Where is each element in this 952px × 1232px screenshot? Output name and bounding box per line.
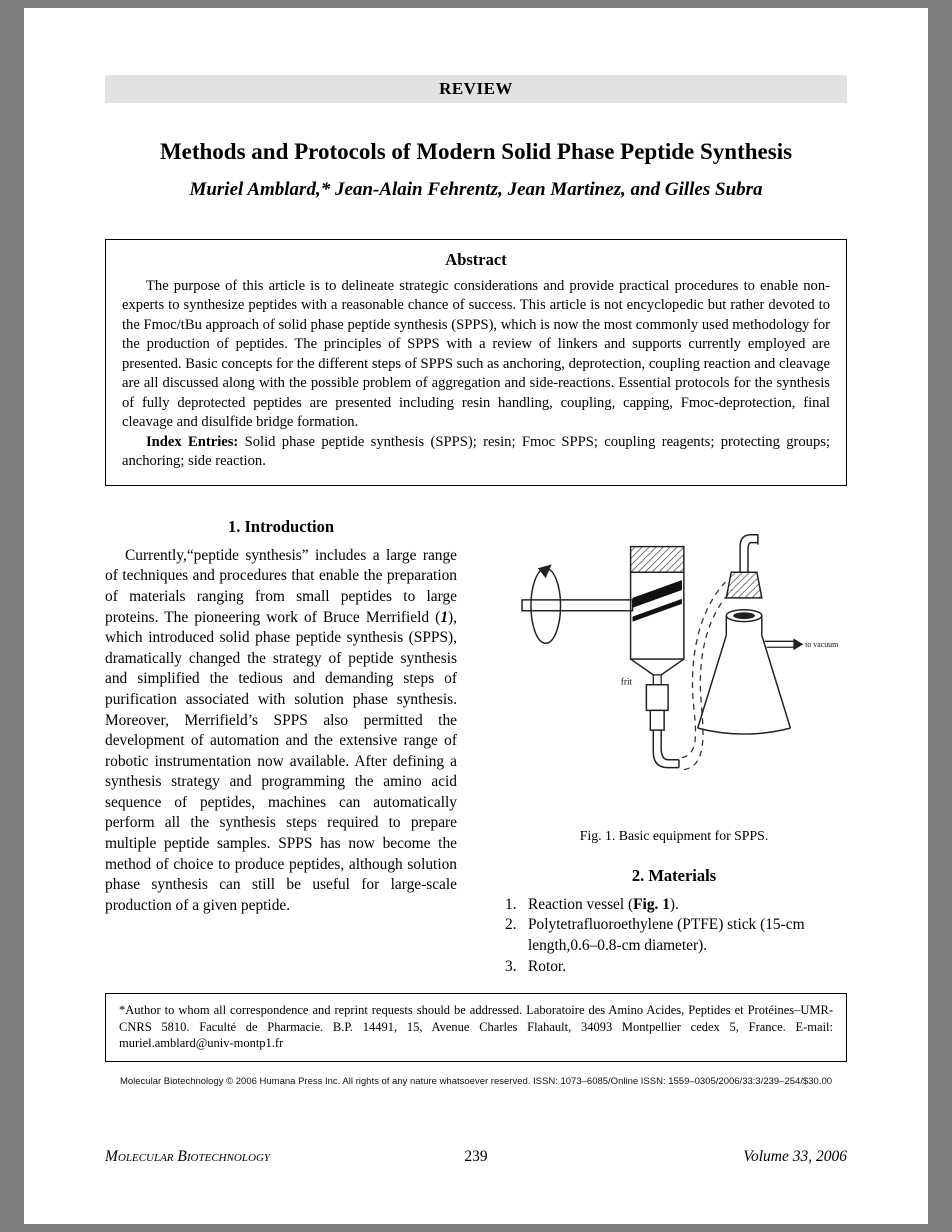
review-banner [105,75,847,103]
right-column [501,517,847,977]
footnote-box [105,993,847,1062]
outlet-hook [653,730,679,767]
journal-page [24,8,928,1224]
figure-caption: Fig. 1. Basic equipment for SPPS. [579,827,769,843]
list-item-number: 2. [505,916,517,934]
footnote-text: *Author to whom all correspondence and reprint requests should be addressed. Laboratoire des Amino Acides, Peptides et Protéines–UMR-CNRS 5810. Faculté de Pharmacie. B.P. 14491, 15, Avenue Charles Flahault, 34093 Montpellier cedex 5, France. E-mail: muriel.amblard@univ-montp1.fr [119,1003,833,1051]
spps-equipment-figure [504,517,844,813]
page-footer [105,1148,847,1166]
article-authors: Muriel Amblard,* Jean-Alain Fehrentz, Jean Martinez, and Gilles Subra [189,178,763,200]
abstract-box [105,239,847,486]
introduction-heading: 1. Introduction [227,516,335,536]
flask-base [698,728,791,734]
vacuum-arrow [793,638,803,650]
abstract-heading: Abstract [445,249,507,269]
vacuum-arm [765,641,794,647]
introduction-paragraph [105,546,457,917]
list-item [501,895,847,916]
stopper [726,572,762,598]
introduction-text: Currently,“peptide synthesis” includes a large range of techniques and procedures that enable the preparation of materials ranging from small peptides to large proteins. The pioneering work of Bruce Merrifield ( [105,546,457,626]
flask-cone [698,635,791,728]
two-column-body [105,517,847,977]
footer-page-number: 239 [464,1148,488,1165]
flexible-tubing [684,590,732,770]
figure-1 [501,517,847,818]
ptfe-stick [522,600,633,611]
vessel-cap [631,546,684,572]
citation-1: 1 [440,608,449,626]
materials-list [501,895,847,977]
list-item [501,915,847,956]
index-entries [122,433,830,472]
list-item-number: 3. [505,957,517,975]
footer-journal-name: Molecular Biotechnology [105,1148,271,1165]
frit-tube [653,675,661,685]
to-vacuum-label: to vacuum [805,639,839,649]
list-item-number: 1. [505,895,517,913]
list-item [501,957,847,978]
index-entries-text: Solid phase peptide synthesis (SPPS); resin; Fmoc SPPS; coupling reagents; protecting groups; anchoring; side reaction. [122,433,831,470]
bent-tube [740,535,758,572]
frit-label: frit [620,677,633,688]
flask-mouth-opening [733,612,755,619]
abstract-body: The purpose of this article is to delineate strategic considerations and provide practical procedures to enable non-experts to synthesize peptides with a reasonable chance of success. This article is not encyclopedic but rather devoted to the Fmoc/tBu approach of solid phase peptide synthesis (SPPS), which is now the most commonly used methodology for the production of peptides. The principles of SPPS with a review of linkers and supports currently employed are presented. Basic concepts for the different steps of SPPS such as anchoring, deprotection, coupling reaction and cleavage are all discussed along with the possible problem of aggregation and side-reactions. Essential protocols for the synthesis of fully deprotected peptides are presented including resin handling, coupling, capping, Fmoc-deprotection, final cleavage and disulfide bridge formation. [122,277,830,431]
introduction-text-cont: ), which introduced solid phase peptide synthesis (SPPS), dramatically changed the strategy of peptide synthesis and simplified the tedious and demanding steps of purification associated with solution phase synthesis. Moreover, Merrifield’s SPPS also permitted the development of automation and the extensive range of robotic instrumentation now available. After defining a synthesis strategy and programming the amino acid sequence of peptides, machines can automatically perform all the synthesis steps required to prepare multiple peptide samples. SPPS has now become the method of choice to produce peptides, although solution phase synthesis can still be useful for large-scale production of a given peptide. [105,608,457,914]
left-column [105,517,457,977]
list-item-text: Reaction vessel (Fig. 1). [528,895,679,913]
footer-volume: Volume 33, 2006 [743,1148,847,1165]
list-item-text: Polytetrafluoroethylene (PTFE) stick (15-cm length,0.6–0.8-cm diameter). [528,916,805,954]
article-title: Methods and Protocols of Modern Solid Phase Peptide Synthesis [159,139,793,164]
index-entries-label: Index Entries: [146,433,239,450]
stopcock-lower [650,710,664,730]
list-item-text: Rotor. [528,957,567,975]
review-banner-label: REVIEW [439,79,513,98]
stopcock-upper [646,684,668,710]
materials-heading: 2. Materials [631,865,717,885]
copyright-line: Molecular Biotechnology © 2006 Humana Press Inc. All rights of any nature whatsoever reserved. ISSN: 1073–6085/Online ISSN: 1559–0305/2006/33:3/239–254/$30.00 [119,1075,833,1087]
